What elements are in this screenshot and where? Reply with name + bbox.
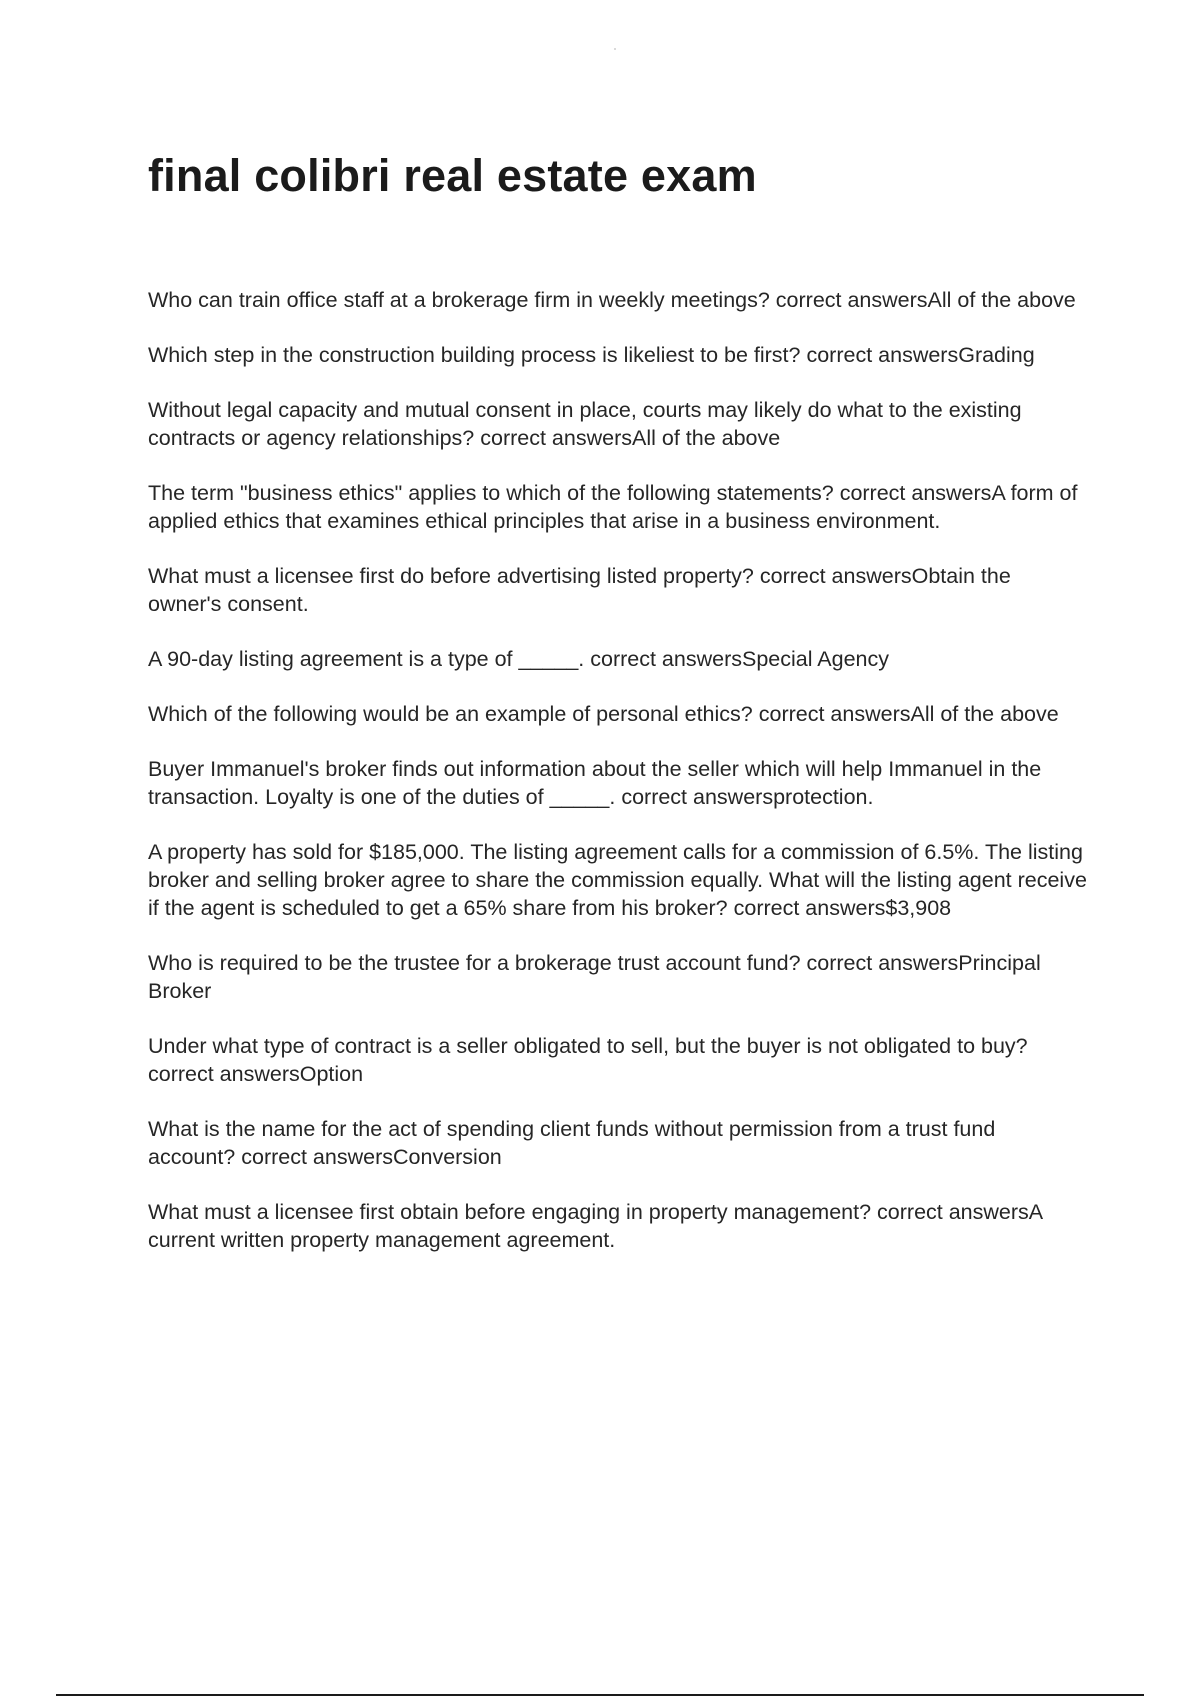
page-bottom-rule [56,1694,1144,1696]
answer-text: Conversion [393,1145,502,1169]
answer-marker: correct answers [148,1062,300,1086]
question-text: Which of the following would be an example of personal ethics? [148,702,753,726]
qa-item [148,286,1088,314]
answer-marker: correct answers [839,481,992,505]
question-text: Which step in the construction building process is likeliest to be first? [148,343,801,367]
answer-marker: correct answers [621,785,774,809]
answer-text: All of the above [910,702,1059,726]
qa-item [148,755,1088,811]
qa-item [148,645,1088,673]
qa-item [148,700,1088,728]
answer-text: $3,908 [885,896,952,920]
answer-marker: correct answers [241,1145,393,1169]
answer-text: All of the above [927,288,1076,312]
scan-speck [614,48,616,50]
question-text: Who is required to be the trustee for a brokerage trust account fund? [148,951,801,975]
document-title: final colibri real estate exam [148,150,757,201]
question-answer-list [148,286,1088,1281]
answer-marker: correct answers [590,647,742,671]
answer-marker: correct answers [759,564,912,588]
qa-item [148,396,1088,452]
qa-item [148,562,1088,618]
answer-text: Option [299,1062,364,1086]
answer-text: Principal Broker [148,951,1041,1003]
question-text: What must a licensee first obtain before engaging in property management? [148,1200,872,1224]
answer-text: Special Agency [741,647,889,671]
question-text: The term "business ethics" applies to which of the following statements? [148,481,834,505]
answer-text: A form of applied ethics that examines ethical principles that arise in a business environment. [148,481,1078,533]
answer-marker: correct answers [775,288,928,312]
qa-item [148,949,1088,1005]
qa-item [148,1032,1088,1088]
question-text: Without legal capacity and mutual consent in place, courts may likely do what to the existing contracts or agency relationships? [148,398,1022,450]
qa-item [148,1198,1088,1254]
qa-item [148,1115,1088,1171]
qa-item [148,838,1088,922]
question-text: A 90-day listing agreement is a type of _____. [148,647,585,671]
answer-marker: correct answers [733,896,886,920]
answer-text: protection. [773,785,874,809]
answer-marker: correct answers [806,343,959,367]
question-text: A property has sold for $185,000. The listing agreement calls for a commission of 6.5%. The listing broker and selling broker agree to share the commission equally. What will the listing agent receive if the agent is scheduled to get a 65% share from his broker? [148,840,1087,920]
qa-item [148,341,1088,369]
question-text: Who can train office staff at a brokerage firm in weekly meetings? [148,288,770,312]
question-text: What must a licensee first do before advertising listed property? [148,564,754,588]
answer-text: A current written property management agreement. [148,1200,1042,1252]
answer-text: All of the above [632,426,781,450]
answer-marker: correct answers [480,426,632,450]
answer-text: Obtain the owner's consent. [148,564,1011,616]
question-text: What is the name for the act of spending client funds without permission from a trust fund account? [148,1117,996,1169]
question-text: Under what type of contract is a seller obligated to sell, but the buyer is not obligated to buy? [148,1034,1028,1058]
answer-text: Grading [958,343,1035,367]
answer-marker: correct answers [806,951,959,975]
answer-marker: correct answers [877,1200,1029,1224]
answer-marker: correct answers [758,702,911,726]
qa-item [148,479,1088,535]
question-text: Buyer Immanuel's broker finds out information about the seller which will help Immanuel in the transaction. Loyalty is one of the duties of _____. [148,757,1042,809]
